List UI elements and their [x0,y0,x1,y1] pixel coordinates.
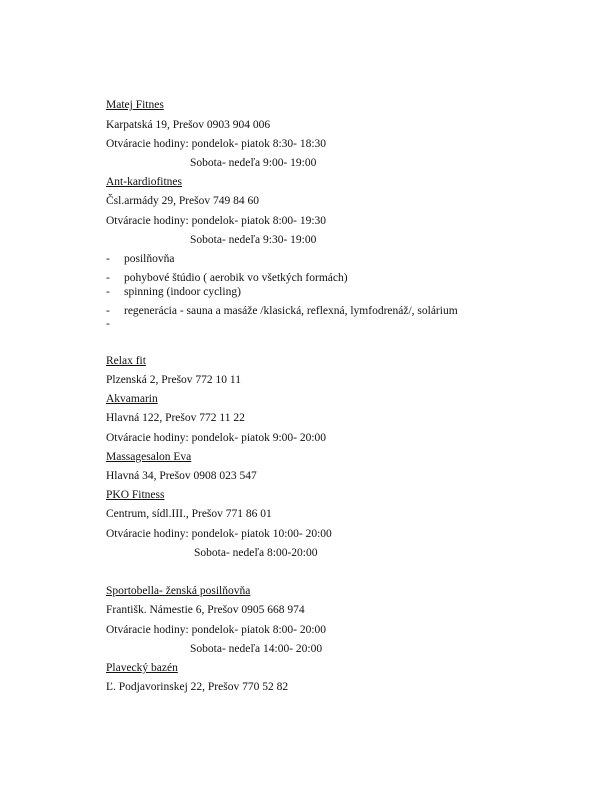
entry-address: Ľ. Podjavorinskej 22, Prešov 770 52 82 [106,681,289,693]
entry-address: Centrum, sídl.III., Prešov 771 86 01 [106,508,272,520]
entry-address: Františk. Námestie 6, Prešov 0905 668 974 [106,604,305,616]
entry-title-massagesalon-eva: Massagesalon Eva [106,451,192,463]
entry-title-matej-fitnes: Matej Fitnes [106,99,164,111]
bullet-dash: - [106,272,110,284]
list-item: regenerácia - sauna a masáže /klasická, reflexná, lymfodrenáž/, solárium [124,305,458,317]
entry-hours-weekend: Sobota- nedeľa 9:00- 19:00 [190,157,317,169]
entry-title-pko-fitness: PKO Fitness [106,489,165,501]
entry-title-akvamarin: Akvamarin [106,393,158,405]
entry-hours-weekend: Sobota- nedeľa 14:00- 20:00 [190,643,323,655]
entry-address: Hlavná 34, Prešov 0908 023 547 [106,470,257,482]
entry-hours-weekend: Sobota- nedeľa 9:30- 19:00 [190,234,317,246]
entry-title-sportobella: Sportobella- ženská posilňovňa [106,585,251,597]
bullet-dash: - [106,318,110,330]
entry-address: Hlavná 122, Prešov 772 11 22 [106,412,245,424]
bullet-dash: - [106,305,110,317]
entry-address: Karpatská 19, Prešov 0903 904 006 [106,119,271,131]
list-item: posilňovňa [124,253,175,265]
bullet-dash: - [106,253,110,265]
entry-hours-weekend: Sobota- nedeľa 8:00-20:00 [194,547,318,559]
entry-title-ant-kardiofitnes: Ant-kardiofitnes [106,176,183,188]
entry-address: Čsl.armády 29, Prešov 749 84 60 [106,195,260,207]
entry-title-plavecky-bazen: Plavecký bazén [106,662,178,674]
list-item: pohybové štúdio ( aerobik vo všetkých formách) [124,272,348,284]
entry-hours-weekday: Otváracie hodiny: pondelok- piatok 8:00- 20:00 [106,624,327,636]
bullet-dash: - [106,286,110,298]
list-item: spinning (indoor cycling) [124,286,241,298]
entry-hours-weekday: Otváracie hodiny: pondelok- piatok 8:30- 18:30 [106,138,327,150]
entry-address: Plzenská 2, Prešov 772 10 11 [106,374,242,386]
entry-hours-weekday: Otváracie hodiny: pondelok- piatok 10:00- 20:00 [106,528,332,540]
entry-hours-weekday: Otváracie hodiny: pondelok- piatok 8:00- 19:30 [106,215,327,227]
entry-title-relax-fit: Relax fit [106,355,146,367]
entry-hours-weekday: Otváracie hodiny: pondelok- piatok 9:00- 20:00 [106,432,327,444]
